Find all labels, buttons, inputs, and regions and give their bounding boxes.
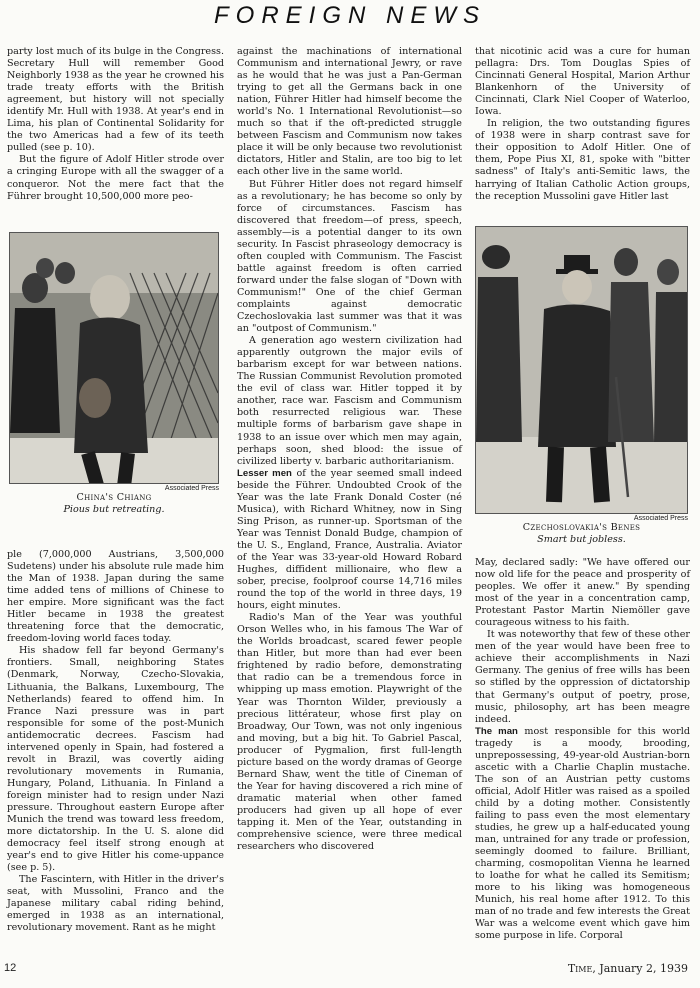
column-3-continued	[475, 557, 690, 943]
photo-chiang-image	[9, 232, 219, 484]
photo-chiang	[9, 232, 219, 516]
magazine-name: Time	[567, 962, 593, 975]
paragraph: It was noteworthy that few of these other men of the year would have been free to achieve their accomplishments in Nazi Germany. The genius of free wills has been so stifled by the oppression of dictatorship that Germany's output of poetry, prose, music, philosophy, art has been meagre indeed.	[475, 629, 690, 725]
issue-date: , January 2, 1939	[592, 962, 688, 975]
paragraph-text: most responsible for this world tragedy is a moody, brooding, unprepossessing, 49-year-old Austrian-born ascetic with a Charlie Chaplin mustache. The son of an Austrian petty customs official, Adolf Hitler was raised as a spoiled child by a doting mother. Consistently failing to pass even the most elementary studies, he grew up a half-educated young man, untrained for any trade or profession, seemingly doomed to failure. Brilliant, charming, cosmopolitan Vienna he learned to loathe for what he called its Semitism; more to his liking was homogeneous Munich, his real home after 1912. To this man of no trade and few interests the Great War was a welcome event which gave him some purpose in life. Corporal	[475, 725, 690, 942]
run-in-head: The man	[475, 725, 518, 737]
paragraph: In religion, the two outstanding figures of 1938 were in sharp contrast save for their opposition to Adolf Hitler. One of them, Pope Pius XI, 81, spoke with "bitter sadness" of Italy's anti-Semitic laws, the harrying of Italian Catholic Action groups, the reception Mussolini gave Hitler last	[475, 118, 690, 202]
paragraph: against the machinations of international Communism and international Jewry, or rave as he would that he was just a Pan-German trying to get all the Germans back in one nation, Führer Hitler had himself become the world's No. 1 International Revolutionist—so much so that if the oft-predicted struggle between Fascism and Communism now takes place it will be only because two revolutionist dictators, Hitler and Stalin, are too big to let each other live in the same world.	[237, 46, 462, 178]
caption-subtitle: Smart but jobless.	[537, 534, 626, 545]
paragraph: party lost much of its bulge in the Congress. Secretary Hull will remember Good Neighborly 1938 as the year he crowned his trade treaty efforts with the British agreement, but history will not specially identify Mr. Hull with 1938. At year's end in Lima, his plan of Continental Solidarity for the two Americas had a few of its teeth pulled (see p. 10).	[7, 46, 224, 154]
paragraph	[475, 726, 690, 943]
paragraph: His shadow fell far beyond Germany's frontiers. Small, neighboring States (Denmark, Norway, Czecho-Slovakia, Lithuania, the Balkans, Luxembourg, The Netherlands) feared to offend him. In France Nazi pressure was in part responsible for some of the post-Munich antidemocratic decrees. Fascism had intervened openly in Spain, had fostered a revolt in Brazil, was covertly aiding revolutionary movements in Rumania, Hungary, Poland, Lithuania. In Finland a foreign minister had to resign under Nazi pressure. Throughout eastern Europe after Munich the trend was toward less freedom, more dictatorship. In the U. S. alone did democracy feel itself strong enough at year's end to give Hitler his come-uppance (see p. 5).	[7, 645, 224, 874]
photo-credit: Associated Press	[633, 515, 688, 522]
column-3	[475, 46, 690, 203]
photo-benes	[475, 226, 688, 546]
page-number: 12	[4, 962, 17, 974]
paragraph: May, declared sadly: "We have offered our now old life for the peace and prosperity of peoples. We offer it anew." By spending most of the year in a concentration camp, Protestant Pastor Martin Niemöller gave courageous witness to his faith.	[475, 557, 690, 629]
photo-caption	[9, 492, 219, 516]
column-1	[7, 46, 224, 203]
paragraph: Radio's Man of the Year was youthful Orson Welles who, in his famous The War of the Worlds broadcast, scared fewer people than Hitler, but more than had ever been frightened by radio before, demonstrating that radio can be a tremendous force in whipping up mass emotion. Playwright of the Year was Thornton Wilder, previously a precious littérateur, whose first play on Broadway, Our Town, was not only ingenious and moving, but a big hit. To Gabriel Pascal, producer of Pygmalion, first full-length picture based on the wordy dramas of George Bernard Shaw, went the title of Cineman of the Year for having discovered a rich mine of dramatic material when other famed producers had given up all hope of ever tapping it. Men of the Year, outstanding in comprehensive science, were three medical researchers who discovered	[237, 612, 462, 853]
paragraph	[237, 468, 462, 613]
column-1-continued	[7, 549, 224, 935]
paragraph: But the figure of Adolf Hitler strode over a cringing Europe with all the swagger of a conqueror. Not the mere fact that the Führer brought 10,500,000 more peo-	[7, 154, 224, 202]
photo-credit: Associated Press	[164, 485, 219, 492]
paragraph: But Führer Hitler does not regard himself as a revolutionary; he has become so only by force of circumstances. Fascism has discovered that freedom—of press, speech, assembly—is a potential danger to its own security. In Fascist phraseology democracy is often coupled with Communism. The Fascist battle against freedom is often carried forward under the false slogan of "Down with Communism!" One of the chief German complaints against democratic Czechoslovakia last summer was that it was an "outpost of Communism."	[237, 178, 462, 335]
paragraph: The Fascintern, with Hitler in the driver's seat, with Mussolini, Franco and the Japanese military cabal riding behind, emerged in 1938 as an international, revolutionary movement. Rant as he might	[7, 874, 224, 934]
section-header: FOREIGN NEWS	[213, 2, 486, 29]
paragraph: ple (7,000,000 Austrians, 3,500,000 Sudetens) under his absolute rule made him the Man of 1938. Japan during the same time added tens of millions of Chinese to her empire. More significant was the fact Hitler became in 1938 the greatest threatening force that the democratic, freedom-loving world faces today.	[7, 549, 224, 645]
folio-line	[568, 962, 688, 975]
caption-title: China's Chiang	[76, 492, 152, 503]
run-in-head: Lesser men	[237, 467, 292, 479]
paragraph-text: of the year seemed small indeed beside the Führer. Undoubted Crook of the Year was the late Frank Donald Coster (né Musica), with Richard Whitney, now in Sing Sing Prison, as runner-up. Sportsman of the Year was Tennist Donald Budge, champion of the U. S., England, France, Australia. Aviator of the Year was 33-year-old Howard Robard Hughes, diffident millionaire, who flew a sober, precise, foolproof course 14,716 miles round the top of the world in three days, 19 hours, eight minutes.	[237, 467, 463, 612]
photo-benes-image	[475, 226, 688, 514]
caption-subtitle: Pious but retreating.	[63, 504, 165, 515]
column-2	[237, 46, 462, 853]
paragraph: that nicotinic acid was a cure for human pellagra: Drs. Tom Douglas Spies of Cincinnati General Hospital, Marion Arthur Blankenhorn of the University of Cincinnati, Clark Niel Cooper of Waterloo, Iowa.	[475, 46, 690, 118]
paragraph: A generation ago western civilization had apparently outgrown the major evils of barbarism except for war between nations. The Russian Communist Revolution promoted the evil of class war. Hitler topped it by another, race war. Fascism and Communism both resurrected religious war. These multiple forms of barbarism gave shape in 1938 to an issue over which men may again, perhaps soon, shed blood: the issue of civilized liberty v. barbaric authoritarianism.	[237, 335, 462, 467]
photo-caption	[475, 522, 688, 546]
caption-title: Czechoslovakia's Benes	[522, 522, 641, 533]
